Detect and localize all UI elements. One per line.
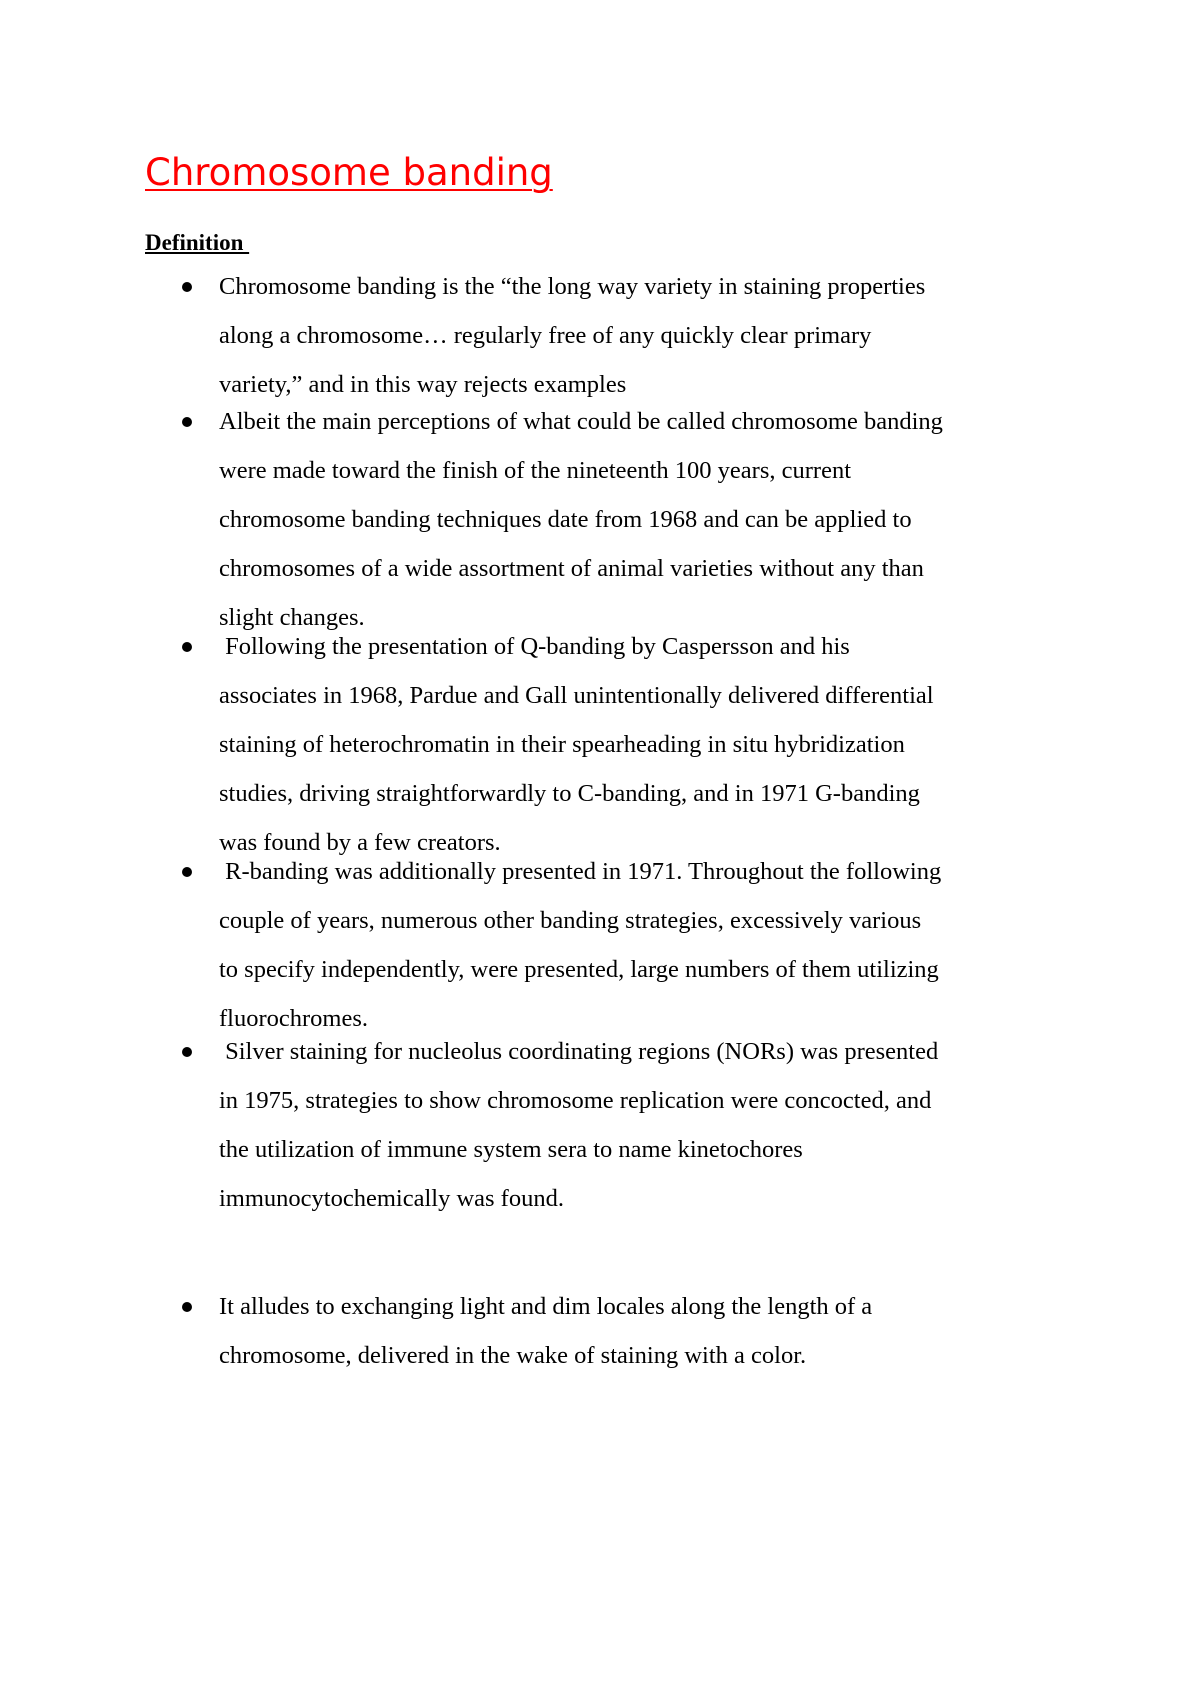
bullet-paragraph [219, 397, 1079, 642]
bullet-text-line: staining of heterochromatin in their spearheading in situ hybridization [219, 731, 905, 758]
bullet-text-line: the utilization of immune system sera to name kinetochores [219, 1136, 803, 1163]
bullet-marker-icon [182, 642, 192, 652]
document-title: Chromosome banding [145, 151, 553, 194]
bullet-paragraph [219, 262, 1079, 409]
bullet-paragraph [219, 1027, 1079, 1223]
bullet-text-line: was found by a few creators. [219, 829, 501, 856]
bullet-marker-icon [182, 1302, 192, 1312]
bullet-paragraph [219, 1282, 1079, 1380]
bullet-text-line: couple of years, numerous other banding strategies, excessively various [219, 907, 922, 934]
bullet-text-line: Albeit the main perceptions of what could be called chromosome banding [219, 408, 943, 435]
bullet-marker-icon [182, 417, 192, 427]
bullet-text-line: fluorochromes. [219, 1005, 368, 1032]
bullet-marker-icon [182, 282, 192, 292]
bullet-text-line: along a chromosome… regularly free of any quickly clear primary [219, 322, 872, 349]
bullet-text-line: chromosome, delivered in the wake of staining with a color. [219, 1342, 807, 1369]
bullet-text-line: Chromosome banding is the “the long way variety in staining properties [219, 273, 926, 300]
bullet-text-line: chromosome banding techniques date from 1968 and can be applied to [219, 506, 912, 533]
bullet-text-line: studies, driving straightforwardly to C-banding, and in 1971 G-banding [219, 780, 920, 807]
bullet-text-line: slight changes. [219, 604, 365, 631]
bullet-text-line: in 1975, strategies to show chromosome replication were concocted, and [219, 1087, 932, 1114]
bullet-text-line: immunocytochemically was found. [219, 1185, 564, 1212]
definition-heading: Definition [145, 230, 250, 255]
bullet-marker-icon [182, 1047, 192, 1057]
bullet-text-line: Silver staining for nucleolus coordinating regions (NORs) was presented [219, 1038, 939, 1065]
bullet-text-line: were made toward the finish of the nineteenth 100 years, current [219, 457, 851, 484]
bullet-text-line: It alludes to exchanging light and dim locales along the length of a [219, 1293, 873, 1320]
bullet-text-line: variety,” and in this way rejects examples [219, 371, 627, 398]
bullet-text-line: chromosomes of a wide assortment of animal varieties without any than [219, 555, 924, 582]
bullet-text-line: to specify independently, were presented, large numbers of them utilizing [219, 956, 939, 983]
bullet-text-line: Following the presentation of Q-banding by Caspersson and his [219, 633, 850, 660]
bullet-text-line: R-banding was additionally presented in 1971. Throughout the following [219, 858, 942, 885]
bullet-paragraph [219, 622, 1079, 867]
bullet-paragraph [219, 847, 1079, 1043]
bullet-text-line: associates in 1968, Pardue and Gall unintentionally delivered differential [219, 682, 934, 709]
bullet-marker-icon [182, 867, 192, 877]
